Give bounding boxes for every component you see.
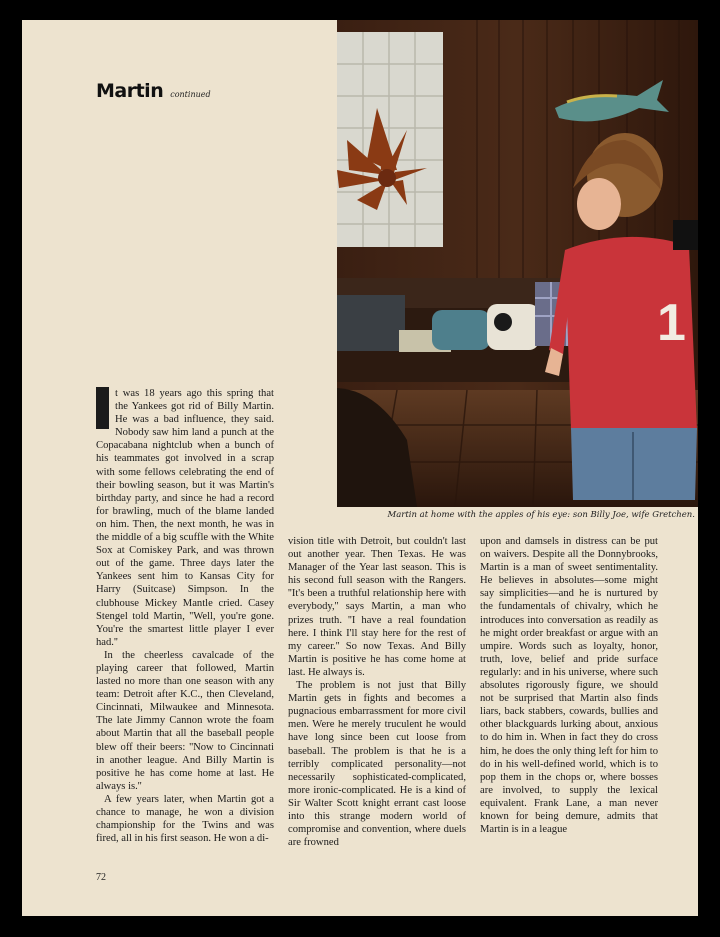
magazine-page	[22, 20, 698, 916]
drop-cap-initial	[96, 387, 109, 429]
jersey-number: 1	[657, 294, 686, 352]
paragraph-text: t was 18 years ago this spring that the Yankees got rid of Billy Martin. He was a bad influence, they said. Nobody saw him land a punch at the Copacabana nightclub when a bunch of his teammates got involved in a scrap with some fellows celebrating the end of their bowling season, but it was Martin's birthday party, and since he had a record for brawling, much of the blame landed on him. Then, the next month, he was in the middle of a big scuffle with the White Sox at Comiskey Park, and was thrown out of the game. Three days later the Yankees sent him to Kansas City for Harry (Suitcase) Simpson. In the clubhouse Mickey Mantle cried. Casey Stengel told Martin, ''Well, you're gone. You're the smartest little player I ever had.''	[96, 388, 274, 648]
text-column-2	[288, 535, 466, 849]
photo-caption: Martin at home with the apples of his eye: son Billy Joe, wife Gretchen.	[387, 510, 695, 520]
page-number: 72	[96, 872, 106, 883]
family-photo	[337, 20, 698, 507]
text-column-3	[480, 535, 658, 836]
paragraph: In the cheerless cavalcade of the playing career that followed, Martin lasted no more than one season with any team: Detroit after K.C., then Cleveland, Cincinnati, Milwaukee and Minnesota. The late Jimmy Cannon wrote the foam about Martin that all the baseball people blew off their beers: ''Now to Cincinnati in another league. And Billy Martin is positive he has come home at last. He always is.''	[96, 649, 274, 792]
paragraph: vision title with Detroit, but couldn't last out another year. Then Texas. He was Manager of the Year last season. This is his second full season with the Rangers. ''It's been a truthful relationship here with everybody,'' says Martin, a man who prizes truth. ''I have a real foundation here. I think I'll stay here for the rest of my career.'' So now Texas. And Billy Martin is positive he has come home at last. He always is.	[288, 536, 466, 678]
paragraph: The problem is not just that Billy Martin gets in fights and becomes a pugnacious embarrassment for more civil men. Were he merely truculent he would have long since been cut loose from baseball. The problem is that he is a terribly complicated personality—not necessarily sophisticated-complicated, more ironic-complicated. He is a kind of Sir Walter Scott knight errant cast loose into this strange modern world of compromise and convention, where duels are frowned	[288, 680, 466, 849]
paragraph	[96, 387, 274, 649]
paragraph: A few years later, when Martin got a chance to manage, he won a division championship for the Twins and was fired, all in his first season. He won a di-	[96, 793, 274, 845]
masthead-continued: continued	[170, 90, 211, 99]
paragraph: upon and damsels in distress can be put on waivers. Despite all the Donnybrooks, Martin is a man of sweet sentimentality. He believes in absolutes—some might say simplicities—and he is nurtured by the fundamentals of chivalry, which he introduces into conversation as readily as he might order breakfast or argue with an umpire. Words such as loyalty, honor, truth, love, belief and pride surface regularly: and in his universe, where such absolutes rigorously figure, we should not be surprised that Martin also finds liars, back stabbers, cowards, bullies and other blackguards lurking about, anxious to do him in. When in fact they do cross him, he does the only thing left for him to do in his well-defined world, which is to pop them in the chops or, where bosses are involved, to supply the lexical equivalent. Frank Lane, a man never known for being demure, admits that Martin is in a league	[480, 536, 658, 836]
text-column-1	[96, 387, 274, 845]
masthead-title: Martin	[96, 80, 164, 102]
section-masthead	[96, 80, 211, 102]
